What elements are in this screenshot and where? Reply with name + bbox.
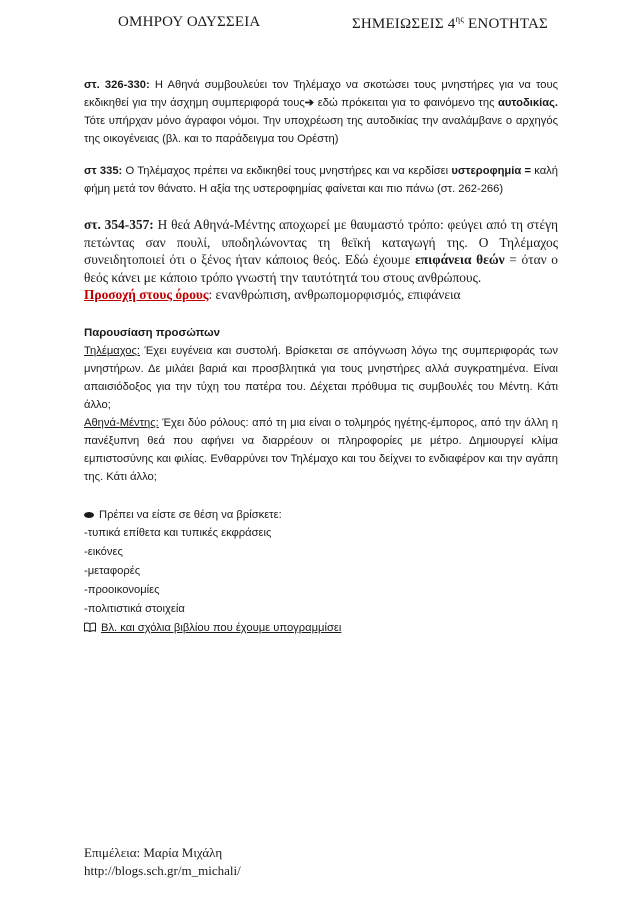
paragraph-text: Έχει δύο ρόλους: από τη μια είναι ο τολμηρός ηγέτης-έμπορος, από την άλλη η πανέξυπνη θεά που αφήνει να διαρρέουν οι πληροφορίες με μέτρο. Δημιουργεί κλίμα εμπιστοσύνης και φιλίας. Ενθαρρύνει τον Τηλέμαχο και του δείχνει το ενδιαφέρον και την αγάπη της. Κάτι άλλο; <box>84 416 558 483</box>
book-note-text: Βλ. και σχόλια βιβλίου που έχουμε υπογραμμίσει <box>101 621 342 634</box>
section-heading-persons: Παρουσίαση προσώπων <box>84 326 220 339</box>
speech-bubble-icon <box>84 512 94 518</box>
paragraph-athena-mentes <box>84 414 558 486</box>
attention-terms: : εvανθρώπιση, ανθρωπομορφισμός, επιφάνεια <box>208 287 461 302</box>
paragraph-verses-326-330 <box>84 76 558 148</box>
paragraph-telemachus <box>84 342 558 414</box>
header-section <box>352 14 548 33</box>
paragraph-text: Έχει ευγένεια και συστολή. Βρίσκεται σε απόγνωση λόγω της συμπεριφοράς των μνηστήρων. Δε μιλάει βαριά και προσβλητικά για τους μνηστήρες αλλά συγκρατημένα. Είναι απαισιόδοξος για την τύχη του πατέρα του. Δέχεται πρόθυμα τις συμβουλές του Μέντη. Κάτι άλλο; <box>84 344 558 411</box>
footer-url: http://blogs.sch.gr/m_michali/ <box>84 863 241 878</box>
attention-label: Προσοχή στους όρους <box>84 287 209 302</box>
list-item: -πολιτιστικά στοιχεία <box>84 602 185 615</box>
list-item: -μεταφορές <box>84 564 141 577</box>
paragraph-verses-354-357 <box>84 216 558 304</box>
term-bold: υστεροφημία = <box>451 165 532 177</box>
checklist-intro-text: Πρέπει να είστε σε θέση να βρίσκετε: <box>99 508 282 521</box>
verse-ref: στ. 326-330: <box>84 79 150 91</box>
paragraph-text: εδώ πρόκειται για το φαινόμενο της <box>314 97 499 109</box>
header-section-prefix: ΣΗΜΕΙΩΣΕΙΣ 4 <box>351 16 456 32</box>
paragraph-verse-335 <box>84 162 558 198</box>
verse-ref: στ 335: <box>84 165 123 177</box>
paragraph-text: καλή φήμη μετά τον θάνατο. Η αξία της υστεροφημίας φαίνεται και πιο πάνω (στ. 262-266) <box>84 165 558 195</box>
header-section-suffix: ΕΝΟΤΗΤΑΣ <box>464 16 548 32</box>
checklist-section <box>84 506 558 637</box>
list-item: -προοικονομίες <box>84 583 160 596</box>
page-header <box>118 14 548 33</box>
header-section-sup: ης <box>455 14 465 24</box>
paragraph-text: = όταν ο θεός κάνει με κάποιο τρόπο γνωστή την ταυτότητά του στους ανθρώπους. <box>84 252 559 285</box>
person-label-athena: Αθηνά-Μέντης: <box>84 416 159 429</box>
checklist-intro <box>84 506 558 524</box>
paragraph-text: Η θεά Αθηνά-Μέντης αποχωρεί με θαυμαστό τρόπο: φεύγει από τη στέγη πετώντας σαν πουλί, υποδηλώνοντας τη θεϊκή καταγωγή της. Ο Τηλέμαχος συνειδητοποιεί ότι ο ξένος ήταν κάποιος θεός. Εδώ έχουμε <box>84 217 558 267</box>
page-footer <box>84 844 241 880</box>
paragraph-text: Τότε υπήρχαν μόνο άγραφοι νόμοι. Την υποχρέωση της αυτοδικίας την αναλάμβανε ο αρχηγός της οικογένειας (βλ. και το παράδειγμα του Ορέστη) <box>84 115 558 145</box>
document-body <box>84 76 558 637</box>
header-title: ΟΜΗΡΟΥ ΟΔΥΣΣΕΙΑ <box>118 14 261 30</box>
term-bold: επιφάνεια θεών <box>415 252 505 267</box>
checklist <box>84 524 558 619</box>
paragraph-text: Η Αθηνά συμβουλεύει τον Τηλέμαχο να σκοτώσει τους μνηστήρες για να τους εκδικηθεί για την άσχημη συμπεριφορά τους <box>84 79 558 109</box>
arrow-right-icon: ➔ <box>304 97 315 109</box>
open-book-icon <box>84 622 96 632</box>
list-item: -τυπικά επίθετα και τυπικές εκφράσεις <box>84 526 272 539</box>
term-bold: αυτοδικίας. <box>498 97 558 109</box>
footer-author: Επιμέλεια: Μαρία Μιχάλη <box>84 845 223 860</box>
verse-ref: στ. 354-357: <box>84 217 154 232</box>
paragraph-text: Ο Τηλέμαχος πρέπει να εκδικηθεί τους μνηστήρες και να κερδίσει <box>122 165 452 177</box>
book-note <box>84 619 558 637</box>
list-item: -εικόνες <box>84 545 123 558</box>
person-label-telemachus: Τηλέμαχος: <box>84 344 141 357</box>
